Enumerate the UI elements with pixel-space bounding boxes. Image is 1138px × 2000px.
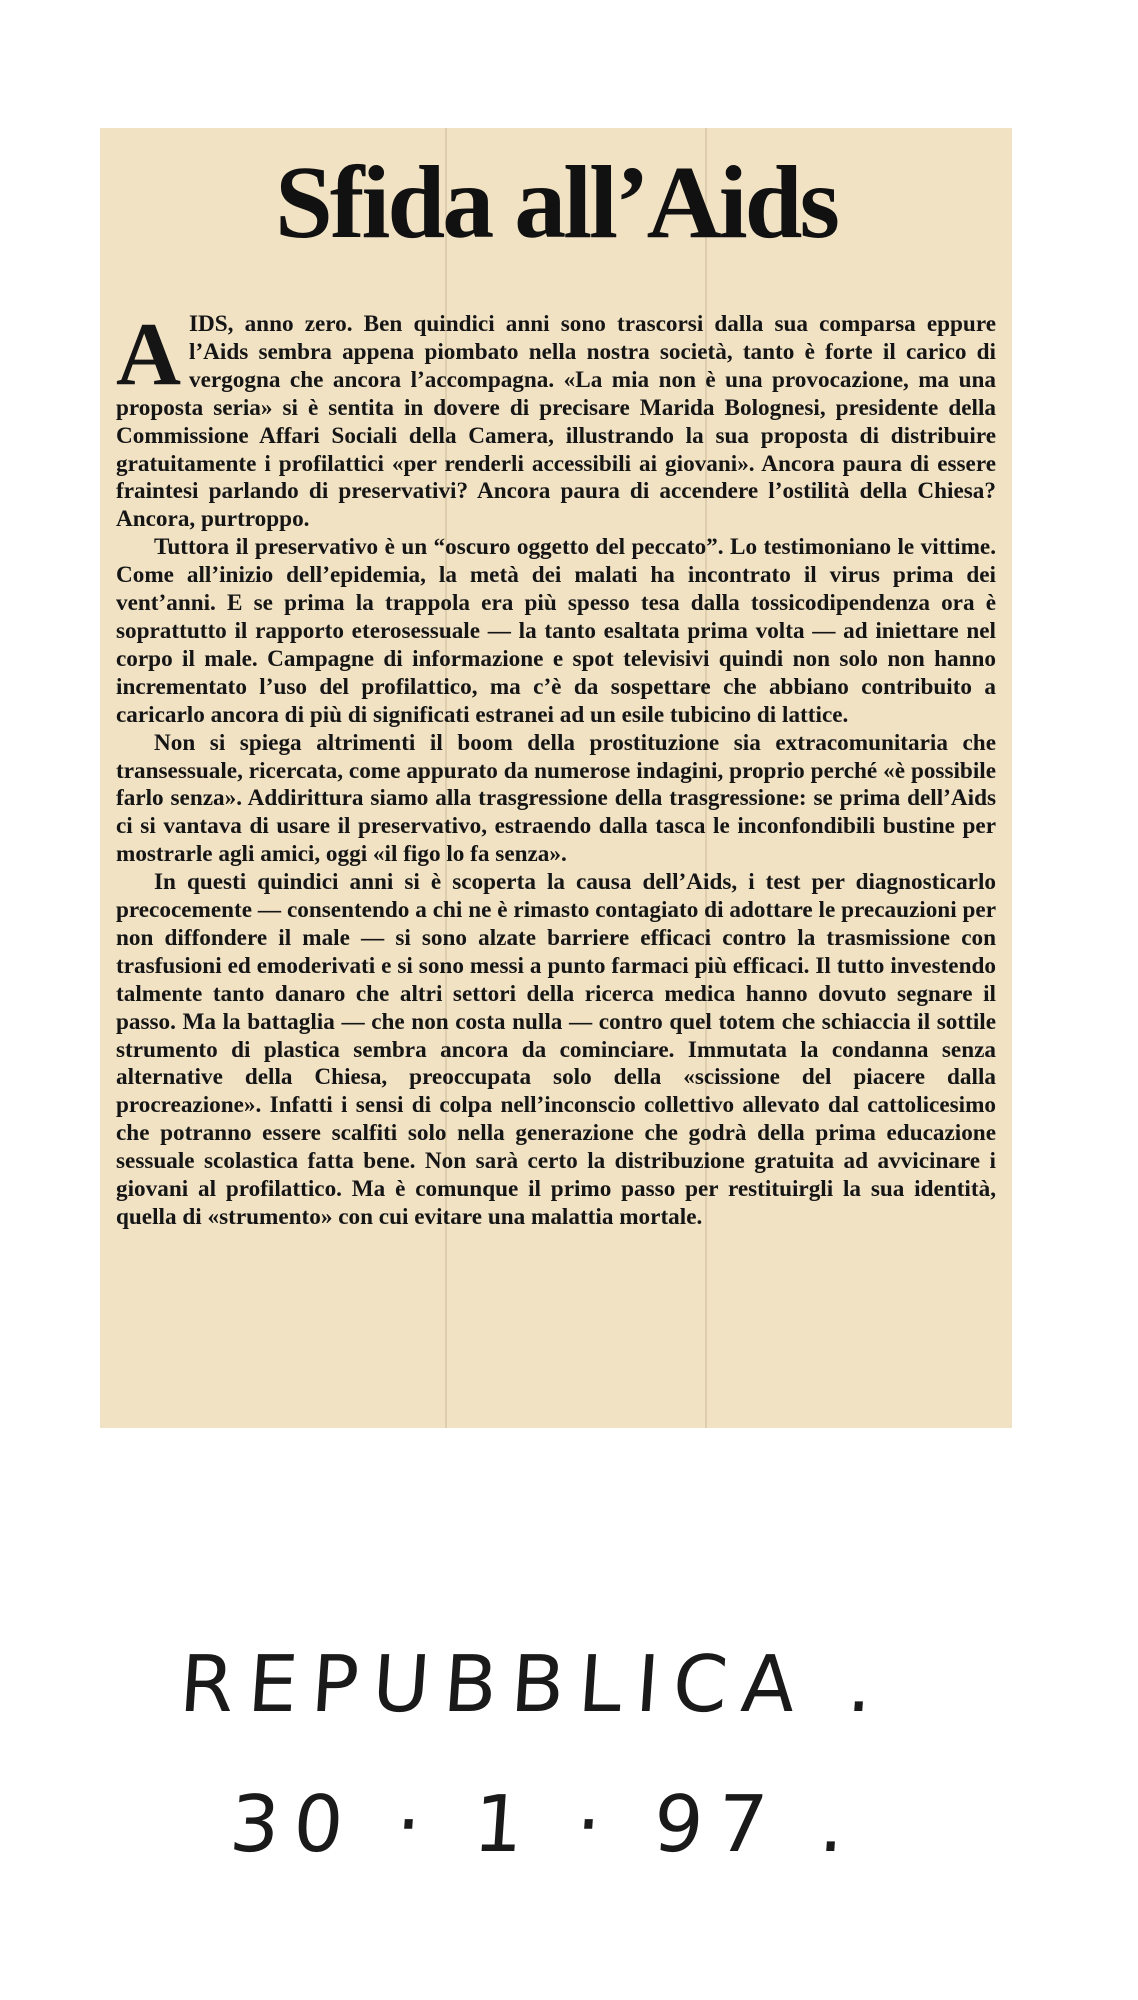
handwritten-date: 30 · 1 · 97 . [226, 1780, 862, 1870]
handwritten-source: REPUBBLICA . [176, 1640, 890, 1730]
handwritten-annotation [170, 1640, 890, 1900]
article-paragraph-1-text: IDS, anno zero. Ben quindici anni sono trascorsi dalla sua comparsa eppure l’Aids sembra appena piombato nella nostra società, tanto è forte il carico di vergogna che ancora l’accompagna. «La mia non è una provocazione, ma una proposta seria» si è sentita in dovere di precisare Marida Bolognesi, presidente della Commissione Affari Sociali della Camera, illustrando la sua proposta di distribuire gratuitamente i profilattici «per renderli accessibili ai giovani». Ancora paura di essere fraintesi parlando di preservativi? Ancora paura di accendere l’ostilità della Chiesa? Ancora, purtroppo. [116, 311, 996, 533]
article-paragraph-1 [116, 305, 996, 534]
article-paragraph-3: Non si spiega altrimenti il boom della prostituzione sia extracomunitaria che transessuale, ricercata, come appurato da numerose indagini, proprio perché «è possibile farlo senza». Addirittura siamo alla trasgressione della trasgressione: se prima dell’Aids ci si vantava di usare il preservativo, estraendo dalla tasca le inconfondibili bustine per mostrarle agli amici, oggi «il figo lo fa senza». [116, 729, 996, 868]
article-headline: Sfida all’Aids [275, 145, 837, 260]
newspaper-clipping [100, 128, 1012, 1428]
drop-cap: A [116, 305, 181, 404]
article-paragraph-2: Tuttora il preservativo è un “oscuro oggetto del peccato”. Lo testimoniano le vittime. Come all’inizio dell’epidemia, la metà dei malati ha incontrato il virus prima dei vent’anni. E se prima la trappola era più spesso tesa dalla tossicodipendenza ora è soprattutto il rapporto eterosessuale — la tanto esaltata prima volta — ad iniettare nel corpo il male. Campagne di informazione e spot televisivi quindi non solo non hanno incrementato l’uso del profilattico, ma c’è da sospettare che abbiano contribuito a caricarlo ancora di più di significati estranei ad un esile tubicino di lattice. [116, 534, 996, 728]
article-body [116, 305, 996, 1232]
article-paragraph-4: In questi quindici anni si è scoperta la causa dell’Aids, i test per diagnosticarlo precocemente — consentendo a chi ne è rimasto contagiato di adottare le precauzioni per non diffondere il male — si sono alzate barriere efficaci contro la trasmissione con trasfusioni ed emoderivati e si sono messi a punto farmaci più efficaci. Il tutto investendo talmente tanto danaro che altri settori della ricerca medica hanno dovuto segnare il passo. Ma la battaglia — che non costa nulla — contro quel totem che schiaccia il sottile strumento di plastica sembra ancora da cominciare. Immutata la condanna senza alternative della Chiesa, preoccupata solo della «scissione del piacere dalla procreazione». Infatti i sensi di colpa nell’inconscio collettivo allevato dal cattolicesimo che potranno essere scalfiti solo nella generazione che godrà della prima educazione sessuale scolastica fatta bene. Non sarà certo la distribuzione gratuita ad avvicinare i giovani al profilattico. Ma è comunque il primo passo per restituirgli la sua identità, quella di «strumento» con cui evitare una malattia mortale. [116, 869, 996, 1230]
